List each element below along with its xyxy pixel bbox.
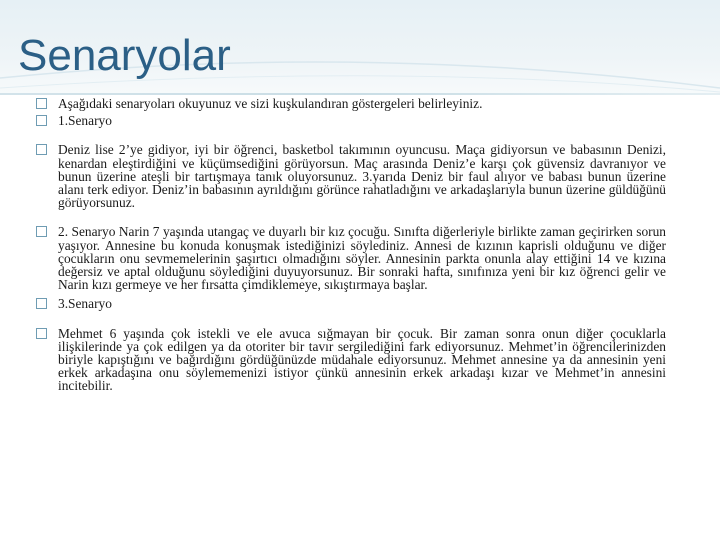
bullet-item-scenario-1-text <box>36 143 666 209</box>
bullet-item-scenario-1-heading <box>36 114 666 127</box>
bullet-item-instruction <box>36 97 666 110</box>
bullet-item-scenario-2 <box>36 225 666 291</box>
scenario-1-text: Deniz lise 2’ye gidiyor, iyi bir öğrenci, basketbol takımının oyuncusu. Maça gidiyorsun ve babasının Denizi, kenardan eleştirdiğini ve küçümsediğini görüyorsun. Maç arasında Deniz’e karşı çok güvensiz davranıyor ve bunun üzerine ateşli bir tartışmaya tanık oluyorsunuz. 3.yarıda Deniz bir faul alıyor ve babası bunun üzerine alanı terk ediyor. Deniz’in babasının ayrıldığını görünce rahatladığını ve arkadaşlarıyla bunun üzerine güldüğünü görüyorsunuz. <box>58 142 666 211</box>
instruction-text: Aşağıdaki senaryoları okuyunuz ve sizi kuşkulandıran göstergeleri belirleyiniz. <box>58 96 483 111</box>
scenario-3-text: Mehmet 6 yaşında çok istekli ve ele avuca sığmayan bir çocuk. Bir zaman sonra onun diğer çocuklarla ilişkilerinde ya çok edilgen ya da otoriter bir tavır sergilediğini fark ediyorsunuz. Mehmet’in öğrencilerinizden biriyle kapıştığını ve bağırdığını gördüğünüzde müdahale ediyorsunuz. Mehmet annesine ya da annesinin yeni erkek arkadaşına onu söylememenizi istiyor çünkü annesinin erkek arkadaşı kızar ve Mehmet’in annesini incitebilir. <box>58 325 666 394</box>
bullet-square-icon <box>36 226 47 237</box>
slide-title: Senaryolar <box>18 31 231 80</box>
scenario-2-text: 2. Senaryo Narin 7 yaşında utangaç ve duyarlı bir kız çocuğu. Sınıfta diğerleriyle birlikte zaman geçirirken sorun yaşıyor. Annesine bu konuda konuşmak istediğinizi söylediniz. Annesi de kızının kaprisli olduğunu ve diğer çocukların onu sevmemelerinin şaşırtıcı olmadığını söyler. Annesinin parkta onunla alay ettiğini 14 ve kızına değersiz ve aptal olduğunu söylediğini duyuyorsunuz. Bir sonraki hafta, sınıfınıza yeni bir kız öğrenci gelir ve Narin kızı germeye ve her fırsatta çimdiklemeye, sıkıştırmaya başlar. <box>58 224 666 293</box>
header-divider <box>0 93 720 95</box>
bullet-item-scenario-3-heading <box>36 297 666 310</box>
slide-content <box>36 97 666 393</box>
bullet-square-icon <box>36 298 47 309</box>
bullet-square-icon <box>36 144 47 155</box>
bullet-square-icon <box>36 328 47 339</box>
scenario-3-heading: 3.Senaryo <box>58 296 112 312</box>
bullet-square-icon <box>36 98 47 109</box>
bullet-square-icon <box>36 115 47 126</box>
bullet-item-scenario-3-text <box>36 327 666 393</box>
scenario-1-heading: 1.Senaryo <box>58 113 112 129</box>
